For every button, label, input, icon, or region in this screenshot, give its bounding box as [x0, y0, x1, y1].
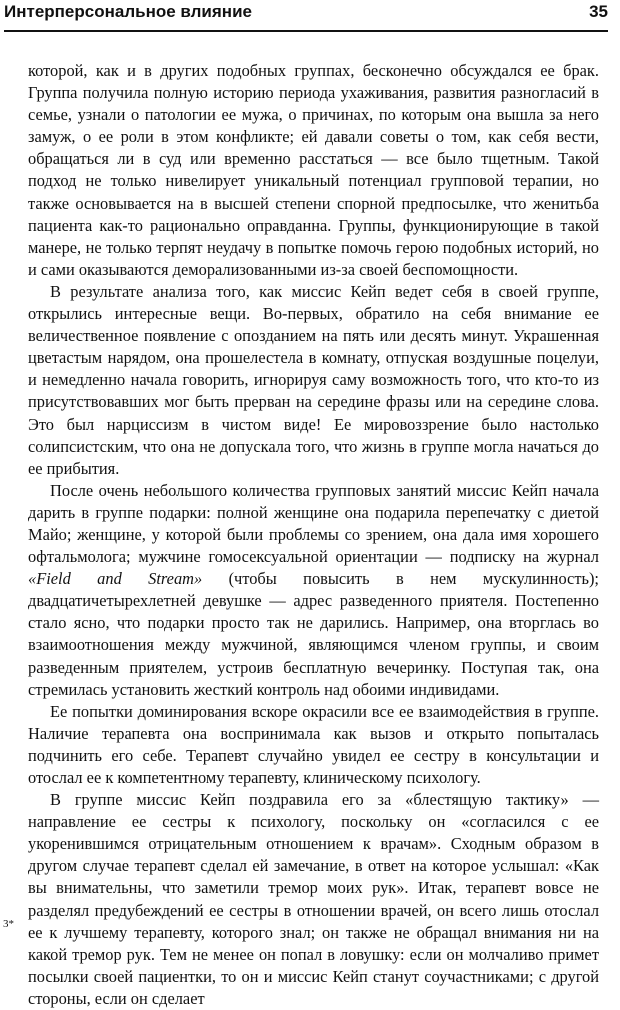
paragraph-5: В группе миссис Кейп поздравила его за «блестящую тактику» — направление ее сестры к психологу, поскольку он «согласился с ее укоренившимся отрицательным отношением к врачам». Сходным образом в другом случае терапевт сделал ей замечание, в ответ на которое услышал: «Как вы внимательны, что заметили тремор моих рук». Итак, терапевт вовсе не разделял предубеждений ее сестры в отношении врачей, он всего лишь отослал ее к лучшему терапевту, которого знал; он также не обращал внимания ни на какой тремор рук. Тем не менее он попал в ловушку: если он молчаливо примет посылки своей пациентки, то он и миссис Кейп станут соучастниками; с другой стороны, если он сделает: [28, 790, 599, 1008]
paragraph-2: В результате анализа того, как миссис Кейп ведет себя в своей группе, открылись интересные вещи. Во-первых, обратило на себя внимание ее величественное появление с опозданием на пять или десять минут. Украшенная цветастым нарядом, она прошелестела в комнату, отпуская воздушные поцелуи, и немедленно начала говорить, игнорируя саму возможность того, что кто-то из присутствовавших мог быть прерван на середине фразы или на середине слова. Это был нарциссизм в чистом виде! Ее мировоззрение было настолько солипсистским, что она не допускала того, что жизнь в группе могла начаться до ее прибытия.: [28, 281, 599, 478]
page-number: 35: [589, 2, 608, 21]
body-text: [28, 60, 599, 1010]
journal-title: «Field and Stream»: [28, 569, 203, 589]
paragraph-1: которой, как и в других подобных группах, бесконечно обсуждался ее брак. Группа получила полную историю периода ухаживания, развития разногласий в семье, узнали о патологии ее мужа, о причинах, по которым она вышла за него замуж, о ее роли в этом конфликте; ей давали советы о том, как себя вести, обращаться ли в суд или временно расстаться — все было тщетным. Такой подход не только нивелирует уникальный потенциал групповой терапии, но также основывается на в высшей степени спорной предпосылке, что женитьба пациента как-то рационально оправданна. Группы, функционирующие в такой манере, не только терпят неудачу в попытке помочь герою подобных историй, но и сами оказываются деморализованными из-за своей беспомощности.: [28, 61, 599, 279]
printer-signature-mark: 3*: [3, 918, 14, 930]
paragraph-3-part-2: (чтобы повысить в нем мускулинность); двадцатичетырехлетней девушке — адрес разведенного приятеля. Постепенно стало ясно, что подарки просто так не дарились. Например, она вторглась во взаимоотношения между мужчиной, являющимся членом группы, и своим разведенным приятелем, устроив бесплатную вечеринку. Поступая так, она стремилась установить жесткий контроль над обоими индивидами.: [28, 569, 599, 699]
paragraph-3: [28, 480, 599, 701]
paragraph-3-part-1: После очень небольшого количества групповых занятий миссис Кейп начала дарить в группе подарки: полной женщине она подарила перепечатку с диетой Майо; женщине, у которой были проблемы со зрением, она дала имя хорошего офтальмолога; мужчине гомосексуальной ориентации — подписку на журнал: [28, 480, 599, 567]
paragraph-4: Ее попытки доминирования вскоре окрасили все ее взаимодействия в группе. Наличие терапевта она воспринимала как вызов и открыто попыталась подчинить его себе. Терапевт случайно увидел ее сестру в консультации и отослал ее к компетентному терапевту, клиническому психологу.: [28, 701, 599, 787]
running-head: Интерперсональное влияние: [4, 2, 252, 21]
page-header: [4, 0, 608, 32]
